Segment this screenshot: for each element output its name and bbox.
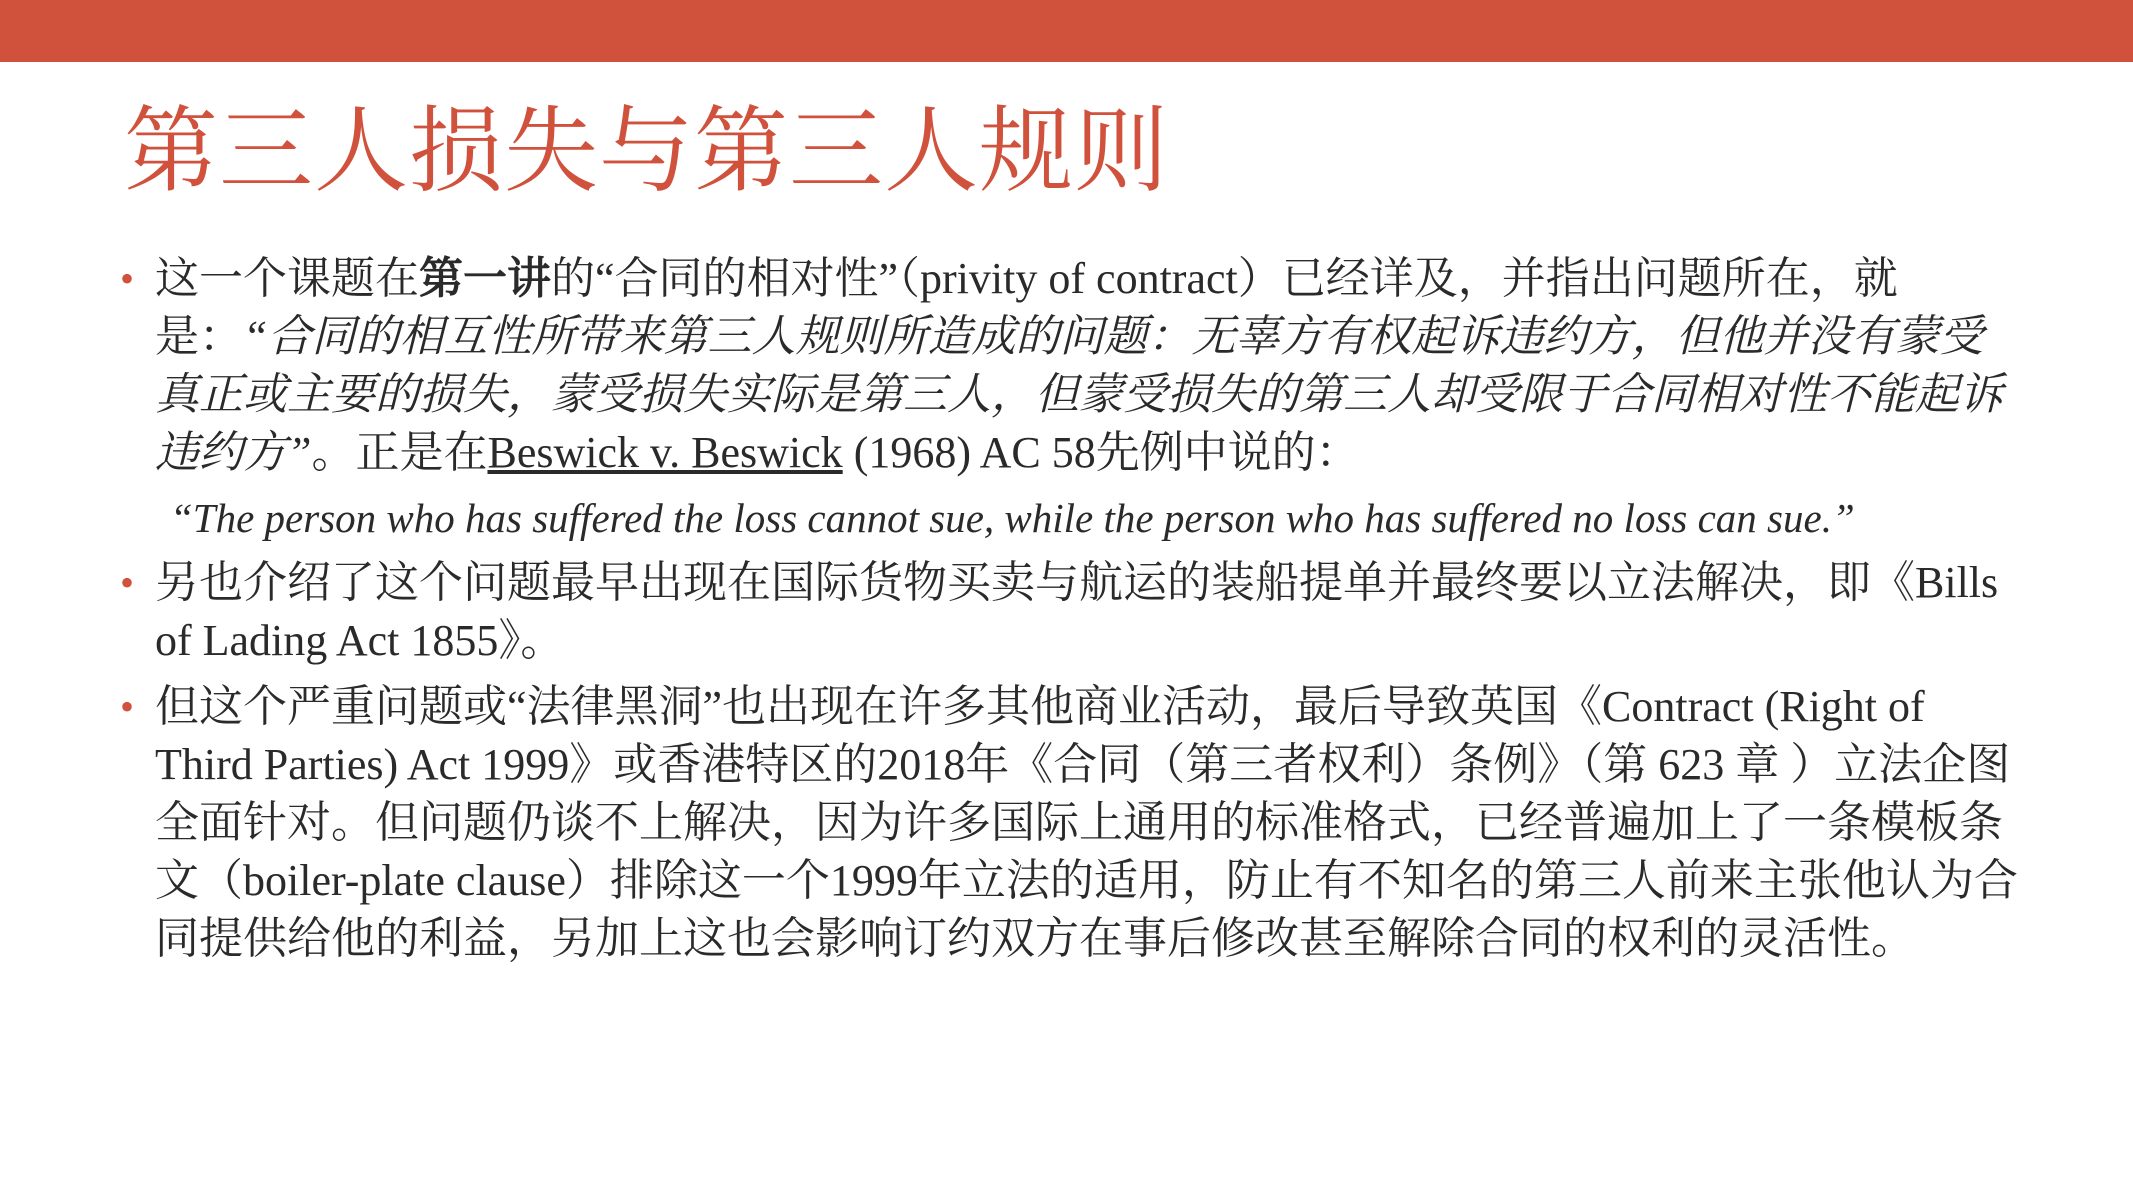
bullet-dot-icon: • xyxy=(120,560,135,605)
top-accent-bar xyxy=(0,0,2133,62)
bullet-third-parties-act xyxy=(120,678,2020,968)
bullet-dot-icon: • xyxy=(120,256,135,301)
bullet-text: 的“合同的相对性”（privity of contract）已经详及，并指出问题所在，就是： xyxy=(155,254,1898,361)
bullet-text: 另也介绍了这个问题最早出现在国际货物买卖与航运的装船提单并最终要以立法解决，即《Bills of Lading Act 1855》。 xyxy=(155,558,1999,665)
bullet-text: 这一个课题在 xyxy=(155,254,419,303)
bullet-privity xyxy=(120,250,2020,482)
bullet-bills-of-lading xyxy=(120,554,2020,670)
slide-body xyxy=(120,250,2020,976)
lecture-reference: 第一讲 xyxy=(419,254,551,303)
case-name-link[interactable]: Beswick v. Beswick xyxy=(487,428,843,477)
bullet-text: 但这个严重问题或“法律黑洞”也出现在许多其他商业活动，最后导致英国《Contract (Right of Third Parties) Act 1999》或香港特区的2018年《合同（第三者权利）条例》（第 623 章 ）立法企图全面针对。但问题仍谈不上解决，因为许多国际上通用的标准格式，已经普遍加上了一条模板条文（boiler-plate clause）排除这一个1999年立法的适用，防止有不知名的第三人前来主张他认为合同提供给他的利益，另加上这也会影响订约双方在事后修改甚至解除合同的权利的灵活性。 xyxy=(155,682,2018,963)
bullet-text: 。正是在 xyxy=(311,428,488,477)
slide-title: 第三人损失与第三人规则 xyxy=(124,97,1170,206)
case-quote: “The person who has suffered the loss cannot sue, while the person who has suffered no loss can sue.” xyxy=(170,495,1855,541)
bullet-dot-icon: • xyxy=(120,684,135,729)
bullet-text: (1968) AC 58先例中说的： xyxy=(842,428,1360,477)
problem-quote: “合同的相互性所带来第三人规则所造成的问题：无辜方有权起诉违约方，但他并没有蒙受真正或主要的损失，蒙受损失实际是第三人，但蒙受损失的第三人却受限于合同相对性不能起诉违约方” xyxy=(155,312,2003,477)
